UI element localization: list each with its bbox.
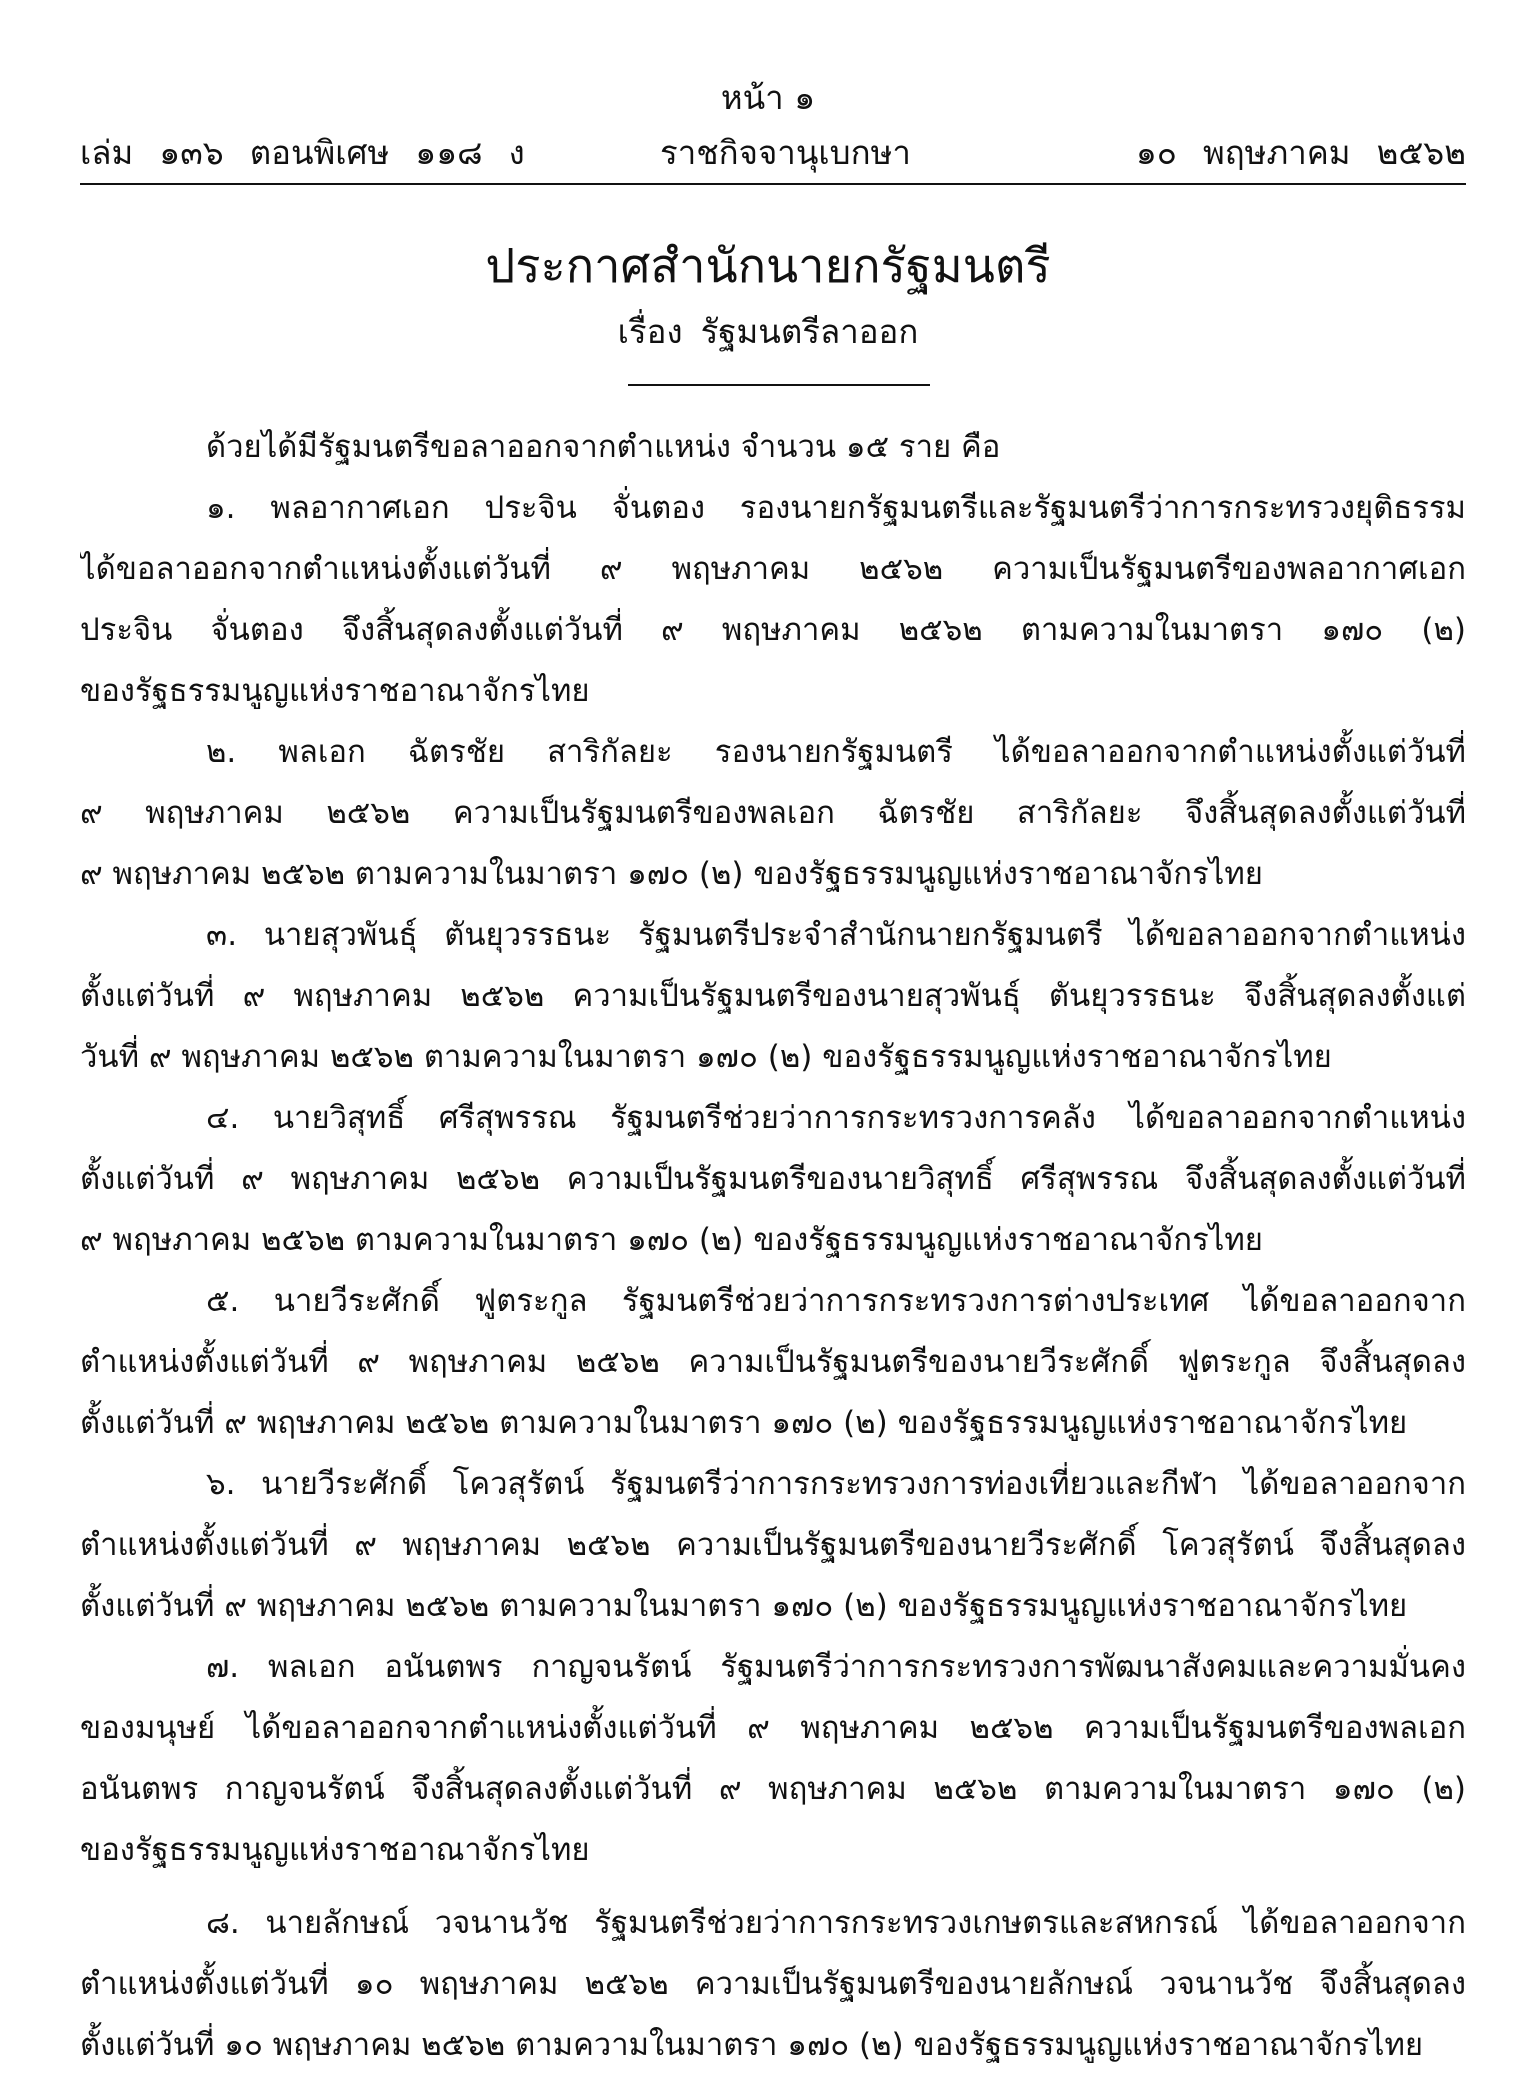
body-line: ๖. นายวีระศักดิ์ โควสุรัตน์ รัฐมนตรีว่าการกระทรวงการท่องเที่ยวและกีฬา ได้ขอลาออกจาก [206,1466,1466,1502]
announcement-body [80,417,1466,2076]
publication-date [1110,126,1466,180]
body-line: ๑. พลอากาศเอก ประจิน จั่นตอง รองนายกรัฐมนตรีและรัฐมนตรีว่าการกระทรวงยุติธรรม [206,490,1466,526]
body-line: ๙ พฤษภาคม ๒๕๖๒ ตามความในมาตรา ๑๗๐ (๒) ของรัฐธรรมนูญแห่งราชอาณาจักรไทย [80,856,1263,892]
body-line: ตำแหน่งตั้งแต่วันที่ ๑๐ พฤษภาคม ๒๕๖๒ ความเป็นรัฐมนตรีของนายลักษณ์ วจนานวัช จึงสิ้นสุดลง [80,1966,1466,2002]
body-line: ๕. นายวีระศักดิ์ ฟูตระกูล รัฐมนตรีช่วยว่าการกระทรวงการต่างประเทศ ได้ขอลาออกจาก [206,1283,1466,1319]
page-title: ประกาศสำนักนายกรัฐมนตรี [485,239,1051,294]
body-line: ประจิน จั่นตอง จึงสิ้นสุดลงตั้งแต่วันที่ ๙ พฤษภาคม ๒๕๖๒ ตามความในมาตรา ๑๗๐ (๒) [80,612,1466,648]
date-month: พฤษภาคม [1202,133,1351,172]
title-divider [628,384,930,386]
body-line: วันที่ ๙ พฤษภาคม ๒๕๖๒ ตามความในมาตรา ๑๗๐ (๒) ของรัฐธรรมนูญแห่งราชอาณาจักรไทย [80,1039,1332,1075]
issue-number: ๑๑๘ [415,133,483,172]
body-line: ของมนุษย์ ได้ขอลาออกจากตำแหน่งตั้งแต่วันที่ ๙ พฤษภาคม ๒๕๖๒ ความเป็นรัฐมนตรีของพลเอก [80,1710,1466,1746]
body-line: ได้ขอลาออกจากตำแหน่งตั้งแต่วันที่ ๙ พฤษภาคม ๒๕๖๒ ความเป็นรัฐมนตรีของพลอากาศเอก [80,551,1466,587]
subject-label: เรื่อง [617,312,683,351]
publication-name: ราชกิจจานุเบกษา [660,133,911,172]
header-divider [80,183,1466,185]
date-year: ๒๕๖๒ [1376,133,1466,172]
body-line: ตำแหน่งตั้งแต่วันที่ ๙ พฤษภาคม ๒๕๖๒ ความเป็นรัฐมนตรีของนายวีระศักดิ์ โควสุรัตน์ จึงสิ้นสุดลง [80,1527,1466,1563]
body-line: ๙ พฤษภาคม ๒๕๖๒ ตามความในมาตรา ๑๗๐ (๒) ของรัฐธรรมนูญแห่งราชอาณาจักรไทย [80,1222,1263,1258]
body-line: ๙ พฤษภาคม ๒๕๖๒ ความเป็นรัฐมนตรีของพลเอก ฉัตรชัย สาริกัลยะ จึงสิ้นสุดลงตั้งแต่วันที่ [80,795,1466,831]
date-day: ๑๐ [1135,133,1177,172]
body-line: ตั้งแต่วันที่ ๙ พฤษภาคม ๒๕๖๒ ความเป็นรัฐมนตรีของนายวิสุทธิ์ ศรีสุพรรณ จึงสิ้นสุดลงตั้งแต่วันที่ [80,1161,1466,1197]
subject-text: รัฐมนตรีลาออก [700,312,919,351]
body-line: ๘. นายลักษณ์ วจนานวัช รัฐมนตรีช่วยว่าการกระทรวงเกษตรและสหกรณ์ ได้ขอลาออกจาก [206,1905,1466,1941]
body-line: ตั้งแต่วันที่ ๙ พฤษภาคม ๒๕๖๒ ตามความในมาตรา ๑๗๐ (๒) ของรัฐธรรมนูญแห่งราชอาณาจักรไทย [80,1588,1408,1624]
body-line: ๒. พลเอก ฉัตรชัย สาริกัลยะ รองนายกรัฐมนตรี ได้ขอลาออกจากตำแหน่งตั้งแต่วันที่ [206,734,1466,770]
body-line: ตั้งแต่วันที่ ๙ พฤษภาคม ๒๕๖๒ ตามความในมาตรา ๑๗๐ (๒) ของรัฐธรรมนูญแห่งราชอาณาจักรไทย [80,1405,1408,1441]
gazette-header [80,126,1466,180]
body-line: ๔. นายวิสุทธิ์ ศรีสุพรรณ รัฐมนตรีช่วยว่าการกระทรวงการคลัง ได้ขอลาออกจากตำแหน่ง [206,1100,1466,1136]
subject-line [0,304,1536,360]
volume-number: ๑๓๖ [159,133,224,172]
section-letter: ง [508,133,525,172]
body-line: ของรัฐธรรมนูญแห่งราชอาณาจักรไทย [80,673,590,709]
intro-line: ด้วยได้มีรัฐมนตรีขอลาออกจากตำแหน่ง จำนวน ๑๕ ราย คือ [206,429,1001,465]
body-line: ของรัฐธรรมนูญแห่งราชอาณาจักรไทย [80,1832,590,1868]
volume-label: เล่ม [80,133,134,172]
body-line: อนันตพร กาญจนรัตน์ จึงสิ้นสุดลงตั้งแต่วันที่ ๙ พฤษภาคม ๒๕๖๒ ตามความในมาตรา ๑๗๐ (๒) [80,1771,1466,1807]
body-line: ตำแหน่งตั้งแต่วันที่ ๙ พฤษภาคม ๒๕๖๒ ความเป็นรัฐมนตรีของนายวีระศักดิ์ ฟูตระกูล จึงสิ้นสุดลง [80,1344,1466,1380]
body-line: ตั้งแต่วันที่ ๑๐ พฤษภาคม ๒๕๖๒ ตามความในมาตรา ๑๗๐ (๒) ของรัฐธรรมนูญแห่งราชอาณาจักรไทย [80,2027,1424,2063]
page-number: หน้า ๑ [720,78,816,117]
body-line: ๗. พลเอก อนันตพร กาญจนรัตน์ รัฐมนตรีว่าการกระทรวงการพัฒนาสังคมและความมั่นคง [206,1649,1466,1685]
issue-label: ตอนพิเศษ [249,133,390,172]
body-line: ตั้งแต่วันที่ ๙ พฤษภาคม ๒๕๖๒ ความเป็นรัฐมนตรีของนายสุวพันธุ์ ตันยุวรรธนะ จึงสิ้นสุดลงตั้งแต่ [80,978,1466,1014]
gazette-issue-info [80,126,551,180]
body-line: ๓. นายสุวพันธุ์ ตันยุวรรธนะ รัฐมนตรีประจำสำนักนายกรัฐมนตรี ได้ขอลาออกจากตำแหน่ง [206,917,1466,953]
